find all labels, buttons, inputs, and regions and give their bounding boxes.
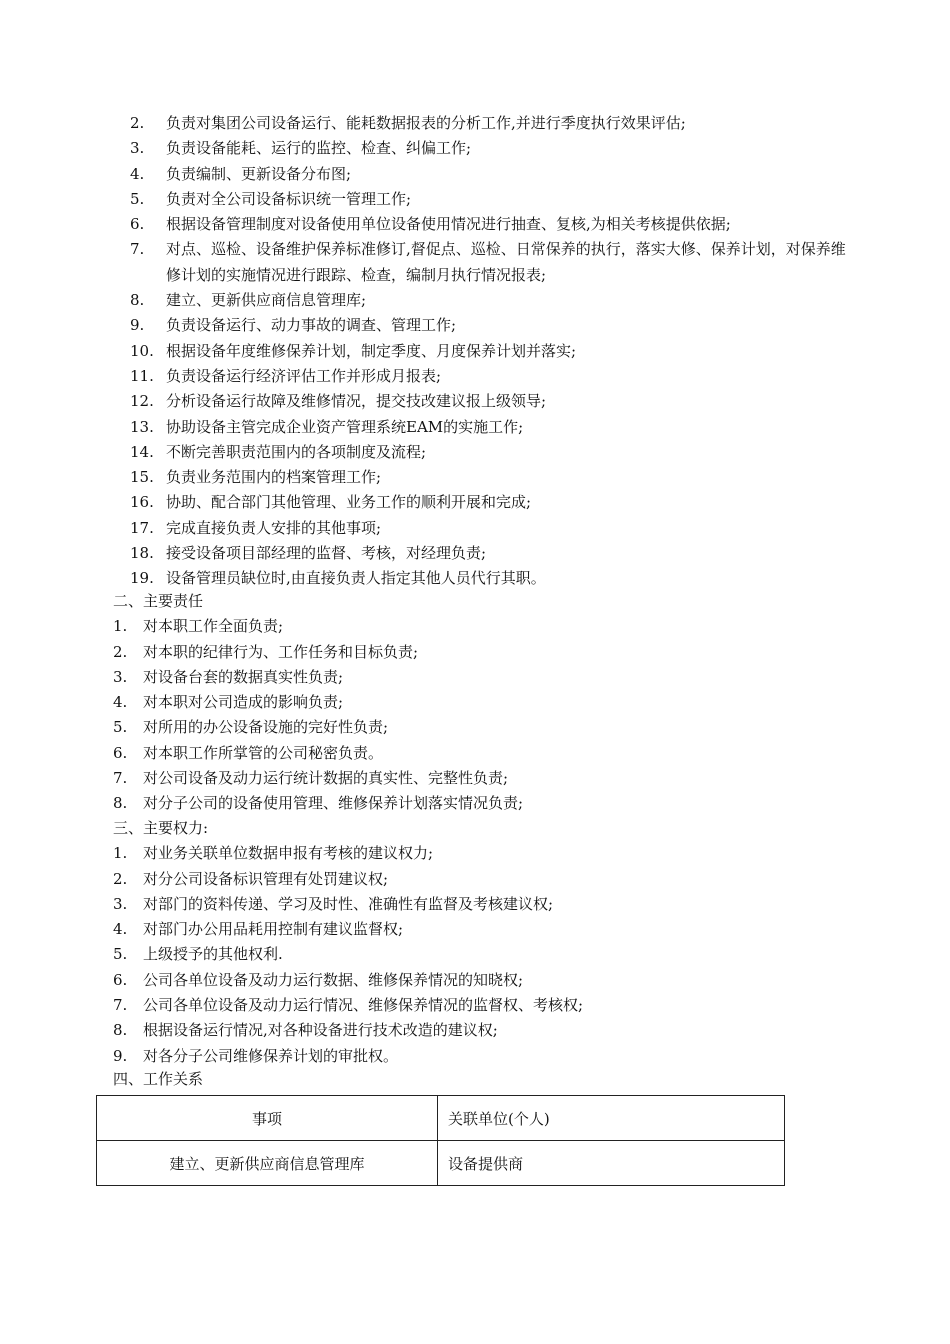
list-item: 8. 建立、更新供应商信息管理库; xyxy=(130,291,367,310)
list-item: 2. 负责对集团公司设备运行、能耗数据报表的分析工作,并进行季度执行效果评估; xyxy=(130,114,686,132)
list-item: 4. 对部门办公用品耗用控制有建议监督权; xyxy=(113,920,404,939)
list-item: 15. 负责业务范围内的档案管理工作; xyxy=(130,468,382,487)
table-header-cell: 关联单位(个人) xyxy=(438,1096,785,1141)
section-heading: 三、主要权力: xyxy=(113,819,209,837)
list-item: 3. 对设备台套的数据真实性负责; xyxy=(113,667,344,686)
list-item: 19. 设备管理员缺位时,由直接负责人指定其他人员代行其职。 xyxy=(130,569,546,588)
list-item: 4. 负责编制、更新设备分布图; xyxy=(130,164,352,183)
list-item: 3. 对部门的资料传递、学习及时性、准确性有监督及考核建议权; xyxy=(113,894,554,913)
list-item: 7. 对点、巡检、设备维护保养标准修订,督促点、巡检、日常保养的执行，落实大修、保养计划，对保养维修计划的实施情况进行跟踪、检查，编制月执行情况报表; xyxy=(130,240,846,284)
list-item: 16. 协助、配合部门其他管理、业务工作的顺利开展和完成; xyxy=(130,493,532,512)
list-item: 11. 负责设备运行经济评估工作并形成月报表; xyxy=(130,366,442,385)
list-item: 12. 分析设备运行故障及维修情况，提交技改建议报上级领导; xyxy=(130,392,547,411)
powers-section xyxy=(113,816,833,1069)
responsibilities-section xyxy=(113,589,833,817)
table-header-cell: 事项 xyxy=(97,1096,438,1141)
list-item: 9. 负责设备运行、动力事故的调查、管理工作; xyxy=(130,316,457,335)
list-item: 7. 对公司设备及动力运行统计数据的真实性、完整性负责; xyxy=(113,769,509,788)
table-header-row xyxy=(97,1096,785,1141)
list-item: 5. 上级授予的其他权利. xyxy=(113,945,283,964)
list-item: 6. 对本职工作所掌管的公司秘密负责。 xyxy=(113,743,384,762)
section-heading: 四、工作关系 xyxy=(113,1070,204,1088)
list-item: 8. 对分子公司的设备使用管理、维修保养计划落实情况负责; xyxy=(113,794,524,813)
list-item: 13. 协助设备主管完成企业资产管理系统EAM的实施工作; xyxy=(130,417,524,436)
duties-list xyxy=(130,111,850,592)
list-item: 18. 接受设备项目部经理的监督、考核，对经理负责; xyxy=(130,544,487,563)
list-item: 6. 公司各单位设备及动力运行数据、维修保养情况的知晓权; xyxy=(113,970,524,989)
list-item: 5. 对所用的办公设备设施的完好性负责; xyxy=(113,718,389,737)
section-heading: 二、主要责任 xyxy=(113,592,204,610)
list-item: 9. 对各分子公司维修保养计划的审批权。 xyxy=(113,1046,399,1065)
list-item: 6. 根据设备管理制度对设备使用单位设备使用情况进行抽查、复核,为相关考核提供依据; xyxy=(130,215,731,234)
table-cell: 建立、更新供应商信息管理库 xyxy=(97,1141,438,1186)
work-relations-table xyxy=(96,1095,785,1186)
list-item: 8. 根据设备运行情况,对各种设备进行技术改造的建议权; xyxy=(113,1021,498,1040)
list-item: 2. 对分公司设备标识管理有处罚建议权; xyxy=(113,869,389,888)
list-item: 1. 对本职工作全面负责; xyxy=(113,617,284,636)
relations-section xyxy=(113,1067,833,1092)
list-item: 14. 不断完善职责范围内的各项制度及流程; xyxy=(130,442,427,461)
list-item: 3. 负责设备能耗、运行的监控、检查、纠偏工作; xyxy=(130,139,472,158)
list-item: 1. 对业务关联单位数据申报有考核的建议权力; xyxy=(113,844,434,863)
list-item: 4. 对本职对公司造成的影响负责; xyxy=(113,693,344,712)
list-item: 2. 对本职的纪律行为、工作任务和目标负责; xyxy=(113,642,419,661)
table-cell: 设备提供商 xyxy=(438,1141,785,1186)
list-item: 17. 完成直接负责人安排的其他事项; xyxy=(130,518,382,537)
table-row xyxy=(97,1141,785,1186)
list-item: 7. 公司各单位设备及动力运行情况、维修保养情况的监督权、考核权; xyxy=(113,996,584,1015)
list-item: 10. 根据设备年度维修保养计划，制定季度、月度保养计划并落实; xyxy=(130,341,577,360)
list-item: 5. 负责对全公司设备标识统一管理工作; xyxy=(130,189,412,208)
